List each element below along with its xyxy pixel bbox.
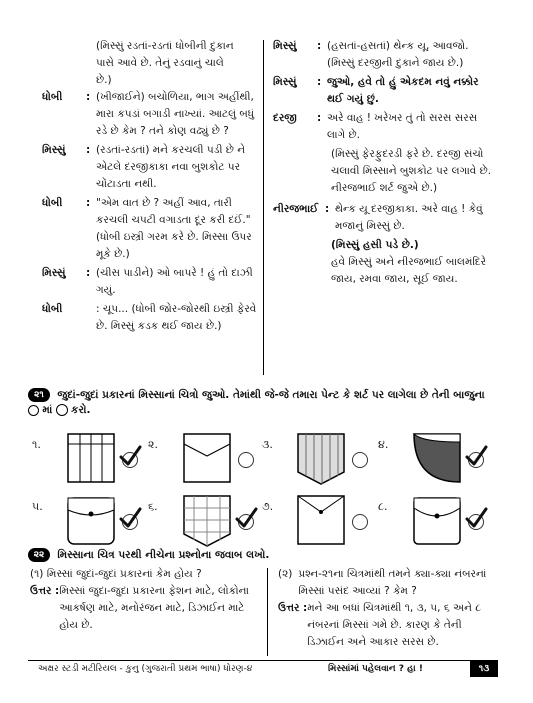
sub-question-text: પ્રશ્ન-૨૧ના ચિત્રમાંથી તમને ક્યા-ક્યા નંબરનાં મિસ્સાં પસંદ આવ્યાં ? કેમ ? [298, 568, 487, 597]
speaker: ધોબી [42, 303, 63, 315]
question-22-2 [278, 566, 494, 651]
check-icon [118, 506, 142, 530]
pocket-image [182, 492, 232, 548]
item-number: ૭. [262, 500, 274, 513]
left-column [42, 38, 260, 337]
pocket-image [296, 430, 346, 486]
footer-chapter-title: મિસ્સાંમાં પહેલવાન ? હા ! [328, 664, 423, 674]
dialogue-text: (ચીસ પાડીને) ઓ બાપરે ! હું તો દાઝી ગયું. [96, 267, 253, 296]
column-divider [263, 40, 264, 375]
page-number: ૧૩ [470, 661, 498, 677]
speaker: દરજી [273, 112, 297, 124]
sub-question-label: (૨) [278, 568, 293, 580]
empty-circle[interactable] [238, 452, 254, 468]
stage-direction: પાસે આવે છે. તેનું રડવાનું ચાલે [96, 57, 224, 69]
dialogue-text: "એમ વાત છે ? અહીં આવ, તારી કરચલી ચપટી વગાડતા દૂર કરી દઈં." (ધોબી ઇસ્ત્રી ગરમ કરે છે. મિસ્સા ઉપર મૂકે છે.) [96, 197, 252, 260]
answer-label: ઉત્તર : [278, 602, 308, 614]
sub-question-text: મિસ્સાં જુદાં-જુદાં પ્રકારનાં કેમ હોય ? [46, 568, 202, 580]
stage-direction: છે.) [96, 74, 112, 86]
check-icon [234, 506, 258, 530]
dialogue-text: થેન્ક યૂ દરજીકાકા. અરે વાહ ! કેવું મજાનું મિસ્સું છે. [335, 203, 483, 232]
page-footer [28, 660, 498, 677]
dialogue-line [42, 301, 260, 335]
question-text: જુદાં-જુદાં પ્રકારનાં મિસ્સાનાં ચિત્રો જુઓ. તેમાંથી જે-જે તમારા પેન્ટ કે શર્ટ પર લાગેલા છે તેની બાજુના [57, 389, 485, 401]
dialogue-line: ધોબી : "એમ વાત છે ? અહીં આવ, તારી કરચલી ચપટી વગાડતા દૂર કરી દઈં." (ધોબી ઇસ્ત્રી ગરમ કરે છે. મિસ્સા ઉપર મૂકે છે.) [42, 195, 260, 263]
dialogue-text: (હસતાં-હસતાં) થેન્ક યૂ, આવજો. (મિસ્સું દરજીની દુકાને જાય છે.) [327, 40, 469, 69]
check-icon [118, 444, 142, 468]
circle-icon [28, 405, 39, 416]
dialogue-line: મિસ્સું : (હસતાં-હસતાં) થેન્ક યૂ, આવજો. (મિસ્સું દરજીની દુકાને જાય છે.) [273, 38, 493, 72]
item-number: ૧. [32, 438, 41, 451]
sub-question-label: (૧) [30, 568, 44, 580]
dialogue-line: મિસ્સું : (ચીસ પાડીને) ઓ બાપરે ! હું તો દાઝી ગયું. [42, 265, 260, 299]
speaker: મિસ્સું [273, 40, 297, 52]
check-icon [464, 444, 488, 468]
question-21 [28, 388, 498, 418]
question-number: ૨૨ [28, 548, 50, 562]
stage-direction: (મિસ્સું ફેરફુદરડી ફરે છે. દરજી સંચો ચલાવી મિસ્સાને બુશકોટ પર લગાવે છે. નીરજભાઈ શર્ટ જુએ છે.) [331, 148, 492, 194]
dialogue-line: દરજી : અરે વાહ ! ખરેખર તું તો સરસ સરસ લાગે છે. [273, 110, 493, 144]
right-column [273, 38, 493, 288]
speaker: ધોબી [42, 197, 63, 209]
question-22-1 [30, 566, 260, 634]
item-number: ૪. [378, 438, 389, 451]
stage-direction: (મિસ્સું હસી પડે છે.) [331, 239, 419, 251]
dialogue-text: : ચૂપ... (ધોબી જોર-જોરથી ઇસ્ત્રી ફેરવે છે. મિસ્સું કડક થઈ જાય છે.) [96, 303, 257, 332]
dialogue-text: (ખીજાઈને) બચોળિયા, ભાગ અહીંથી, મારા કપડાં બગાડી નાખ્યાં. આટલું બધું રડે છે કેમ ? તને કોણ વઢ્યું છે ? [96, 91, 255, 137]
speaker: મિસ્સું [42, 267, 66, 279]
dialogue-text: અરે વાહ ! ખરેખર તું તો સરસ સરસ લાગે છે. [327, 112, 478, 141]
closing-text: હવે મિસ્સું અને નીરજભાઈ બાલમંદિરે જાય, રમવા જાય, સૂઈ જાય. [331, 256, 487, 285]
item-number: ૬. [148, 500, 158, 513]
answer-label: ઉત્તર : [30, 585, 60, 597]
empty-circle[interactable] [352, 514, 368, 530]
stage-direction: (મિસ્સું રડતાં-રડતાં ધોબીની દુકાન [96, 40, 234, 52]
footer-book-title: અક્ષર સ્ટડી મટીરિયલ - કુનુ (ગુજરાતી પ્રથમ ભાષા) ધોરણ-૪ [38, 664, 253, 674]
pocket-image [296, 492, 346, 548]
dialogue-line: નીરજભાઈ : થેન્ક યૂ દરજીકાકા. અરે વાહ ! કેવું મજાનું મિસ્સું છે. [273, 201, 493, 235]
pocket-image [182, 430, 232, 486]
check-icon [464, 506, 488, 530]
item-number: ૩. [262, 438, 273, 451]
speaker: ધોબી [42, 91, 63, 103]
answer-divider [267, 568, 268, 656]
pocket-image [412, 430, 462, 486]
question-22 [28, 548, 498, 563]
question-text-end: કરો. [71, 404, 91, 416]
speaker: નીરજભાઈ [273, 203, 319, 215]
dialogue-line: મિસ્સું : જુઓ, હવે તો હું એકદમ નવું નક્કોર થઈ ગયું છું. [273, 74, 493, 108]
speaker: મિસ્સું [42, 144, 66, 156]
speaker: મિસ્સું [273, 76, 297, 88]
item-number: ૨. [148, 438, 158, 451]
check-icon [56, 404, 68, 416]
question-text: મિસ્સાના ચિત્ર પરથી નીચેના પ્રશ્નોના જવાબ લખો. [57, 549, 270, 561]
pocket-image [412, 492, 462, 548]
question-number: ૨૧ [28, 388, 50, 402]
dialogue-text: જુઓ, હવે તો હું એકદમ નવું નક્કોર થઈ ગયું છું. [327, 76, 479, 105]
answer-text: મિસ્સાં જુદા-જુદા પ્રકારના ફેશન માટે, લોકોના આકર્ષણ માટે, મનોરંજન માટે, ડિઝાઈન માટે હોય છે. [59, 585, 250, 631]
dialogue-line: ધોબી : (ખીજાઈને) બચોળિયા, ભાગ અહીંથી, મારા કપડાં બગાડી નાખ્યાં. આટલું બધું રડે છે કેમ ? તને કોણ વઢ્યું છે ? [42, 89, 260, 140]
answer-text: મને આ બધાં ચિત્રમાંથી ૧, ૩, ૫, ૬ અને ૮ નંબરનાં મિસ્સાં ગમે છે. કારણ કે તેની ડિઝાઈન અને આકાર સરસ છે. [307, 602, 482, 648]
item-number: ૫. [32, 500, 43, 513]
dialogue-text: (રડતાં-રડતાં) મને કરચલી પડી છે ને એટલે દરજીકાકા નવા બુશકોટ પર ચોંટાડતા નથી. [96, 144, 246, 190]
dialogue-line: મિસ્સું : (રડતાં-રડતાં) મને કરચલી પડી છે ને એટલે દરજીકાકા નવા બુશકોટ પર ચોંટાડતા નથી. [42, 142, 260, 193]
item-number: ૮. [378, 500, 388, 513]
empty-circle[interactable] [352, 452, 368, 468]
question-text-mid: માં [42, 404, 53, 416]
pocket-image [66, 430, 116, 486]
pocket-image [66, 492, 116, 548]
